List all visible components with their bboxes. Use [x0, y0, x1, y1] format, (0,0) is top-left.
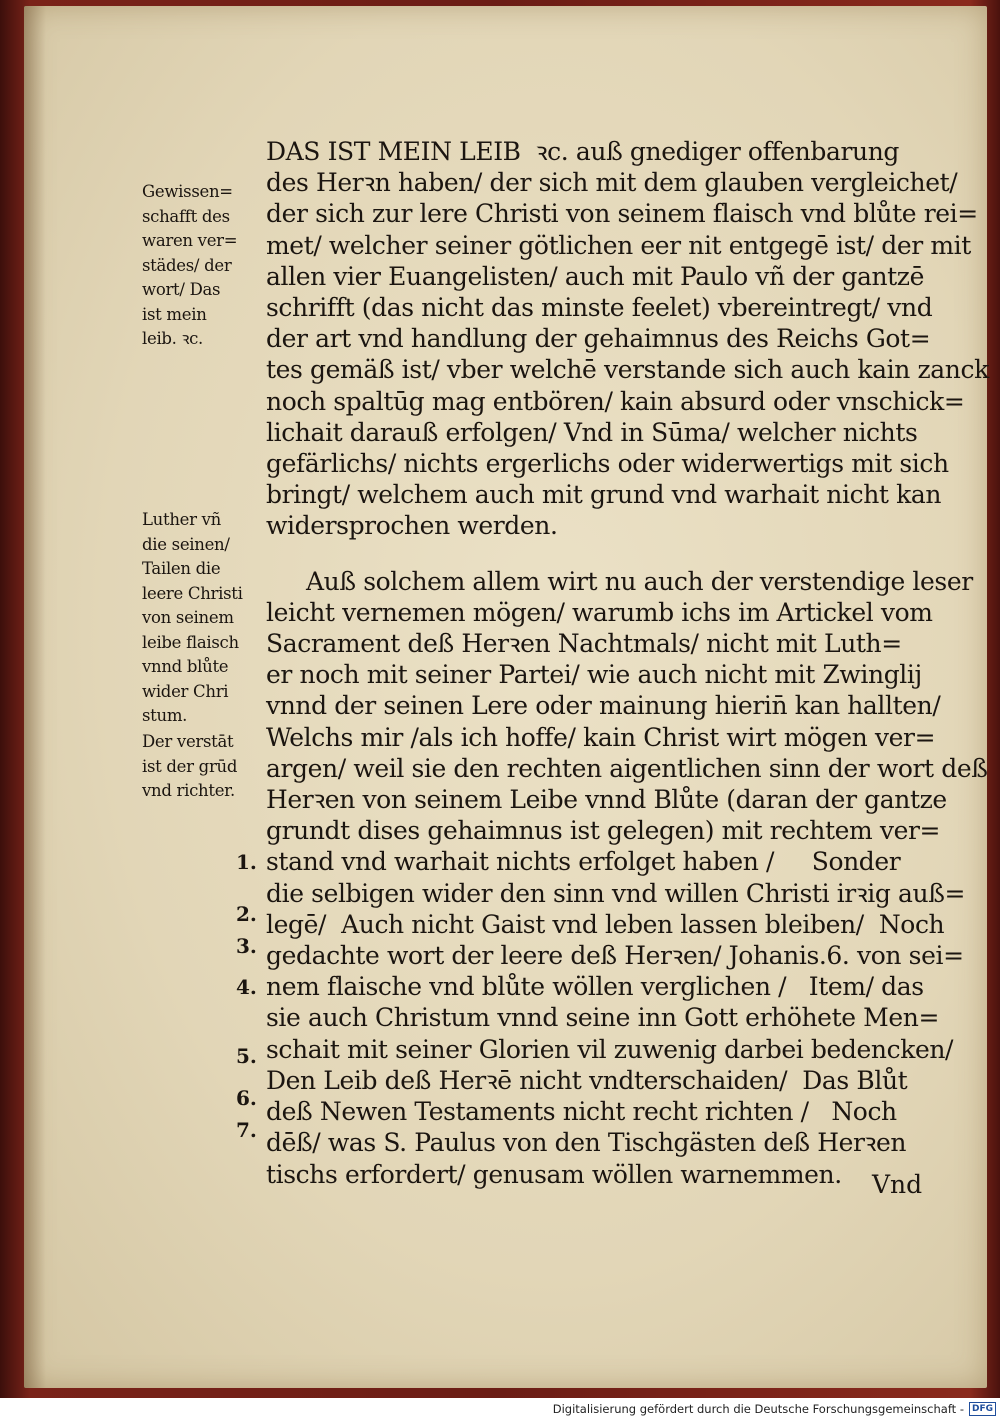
text-line: bringt/ welchem auch mit grund vnd warhait nicht kan — [266, 480, 942, 510]
margin-numeral: 3. — [236, 934, 257, 958]
text-line: deß Newen Testaments nicht recht richten / Noch — [266, 1097, 897, 1127]
text-line: leicht vernemen mögen/ warumb ichs im Artickel vom — [266, 597, 933, 627]
text-line: argen/ weil sie den rechten aigentlichen sinn der wort deß — [266, 753, 988, 783]
margin-note-line: die seinen/ — [142, 534, 230, 554]
digitization-footer — [0, 1398, 1000, 1420]
text-line: noch spaltūg mag entbören/ kain absurd oder vnschick= — [266, 386, 965, 416]
margin-numeral: 7. — [236, 1118, 257, 1142]
margin-numeral: 6. — [236, 1086, 257, 1110]
text-line: sie auch Christum vnnd seine inn Gott erhöhete Men= — [266, 1003, 939, 1033]
margin-note-line: vnd richter. — [142, 781, 235, 800]
text-line: nem flaische vnd blůte wöllen verglichen / Item/ das — [266, 972, 924, 1002]
text-line: schrifft (das nicht das minste feelet) vbereintregt/ vnd — [266, 293, 933, 323]
dfg-logo: DFG — [969, 1402, 996, 1416]
margin-note-line: Gewissen= — [142, 182, 233, 201]
text-line: Auß solchem allem wirt nu auch der verstendige leser — [306, 566, 973, 596]
text-line: Den Leib deß Herꝛē nicht vndterschaiden/ Das Blůt — [266, 1065, 908, 1095]
margin-note-line: leib. ꝛc. — [142, 329, 203, 348]
text-line: stand vnd warhait nichts erfolget haben / Sonder — [266, 847, 901, 877]
margin-note-line: vnnd blůte — [142, 657, 229, 676]
text-line: des Herꝛn haben/ der sich mit dem glauben vergleichet/ — [266, 168, 958, 198]
margin-note-line: leibe flaisch — [142, 632, 239, 652]
margin-note-line: städes/ der — [142, 255, 232, 275]
catchword: Vnd — [872, 1170, 923, 1199]
margin-note-line: stum. — [142, 706, 188, 725]
margin-numeral: 5. — [236, 1044, 257, 1068]
text-line: gedachte wort der leere deß Herꝛen/ Johanis.6. von sei= — [266, 941, 964, 971]
text-line: tischs erfordert/ genusam wöllen warnemmen. — [266, 1159, 842, 1189]
margin-note-line: Luther vñ — [142, 510, 221, 529]
main-text-block — [266, 136, 989, 1190]
text-line: gefärlichs/ nichts ergerlichs oder widerwertigs mit sich — [266, 449, 949, 479]
text-line: schait mit seiner Glorien vil zuwenig darbei bedencken/ — [266, 1034, 954, 1064]
margin-note-1 — [142, 180, 266, 352]
margin-note-line: ist mein — [142, 304, 207, 324]
text-line: widersprochen werden. — [266, 511, 558, 541]
margin-numeral: 4. — [236, 975, 257, 999]
text-line: grundt dises gehaimnus ist gelegen) mit rechtem ver= — [266, 816, 941, 846]
margin-note-line: Der verstāt — [142, 732, 234, 751]
paragraph-gap — [266, 542, 938, 566]
text-line: met/ welcher seiner götlichen eer nit entgegē ist/ der mit — [266, 230, 971, 260]
text-line: dēß/ was S. Paulus von den Tischgästen deß Herꝛen — [266, 1128, 907, 1158]
margin-note-2 — [142, 508, 266, 729]
text-line: allen vier Euangelisten/ auch mit Paulo vñ der gantzē — [266, 261, 924, 291]
margin-note-3 — [142, 730, 266, 804]
text-line: Welchs mir /als ich hoffe/ kain Christ wirt mögen ver= — [266, 722, 936, 752]
text-line: tes gemäß ist/ vber welchē verstande sich auch kain zanck — [266, 355, 989, 385]
text-line: Sacrament deß Herꝛen Nachtmals/ nicht mit Luth= — [266, 629, 902, 659]
text-line: legē/ Auch nicht Gaist vnd leben lassen bleiben/ Noch — [266, 909, 945, 939]
margin-note-line: wort/ Das — [142, 280, 221, 299]
margin-note-line: Tailen die — [142, 559, 221, 578]
text-line: der art vnd handlung der gehaimnus des Reichs Got= — [266, 324, 931, 354]
footer-text: Digitalisierung gefördert durch die Deutsche Forschungsgemeinschaft - — [552, 1402, 964, 1416]
margin-note-line: leere Christi — [142, 583, 243, 603]
text-line: DAS IST MEIN LEIB ꝛc. auß gnediger offenbarung — [266, 137, 900, 166]
text-line: der sich zur lere Christi von seinem flaisch vnd blůte rei= — [266, 199, 978, 229]
margin-note-line: waren ver= — [142, 231, 238, 250]
margin-numeral: 2. — [236, 902, 257, 926]
text-line: vnnd der seinen Lere oder mainung hierin̄ kan hallten/ — [266, 691, 941, 721]
margin-note-line: wider Chri — [142, 681, 229, 701]
text-line: Herꝛen von seinem Leibe vnnd Blůte (daran der gantze — [266, 785, 947, 815]
margin-numeral: 1. — [236, 850, 257, 874]
margin-note-line: von seinem — [142, 608, 234, 627]
page-gutter-shadow — [24, 6, 46, 1388]
margin-note-line: schafft des — [142, 206, 230, 226]
text-line: lichait darauß erfolgen/ Vnd in Sūma/ welcher nichts — [266, 417, 918, 447]
text-line: die selbigen wider den sinn vnd willen Christi irꝛig auß= — [266, 878, 966, 908]
margin-note-line: ist der grūd — [142, 756, 238, 776]
text-line: er noch mit seiner Partei/ wie auch nicht mit Zwinglij — [266, 660, 922, 690]
